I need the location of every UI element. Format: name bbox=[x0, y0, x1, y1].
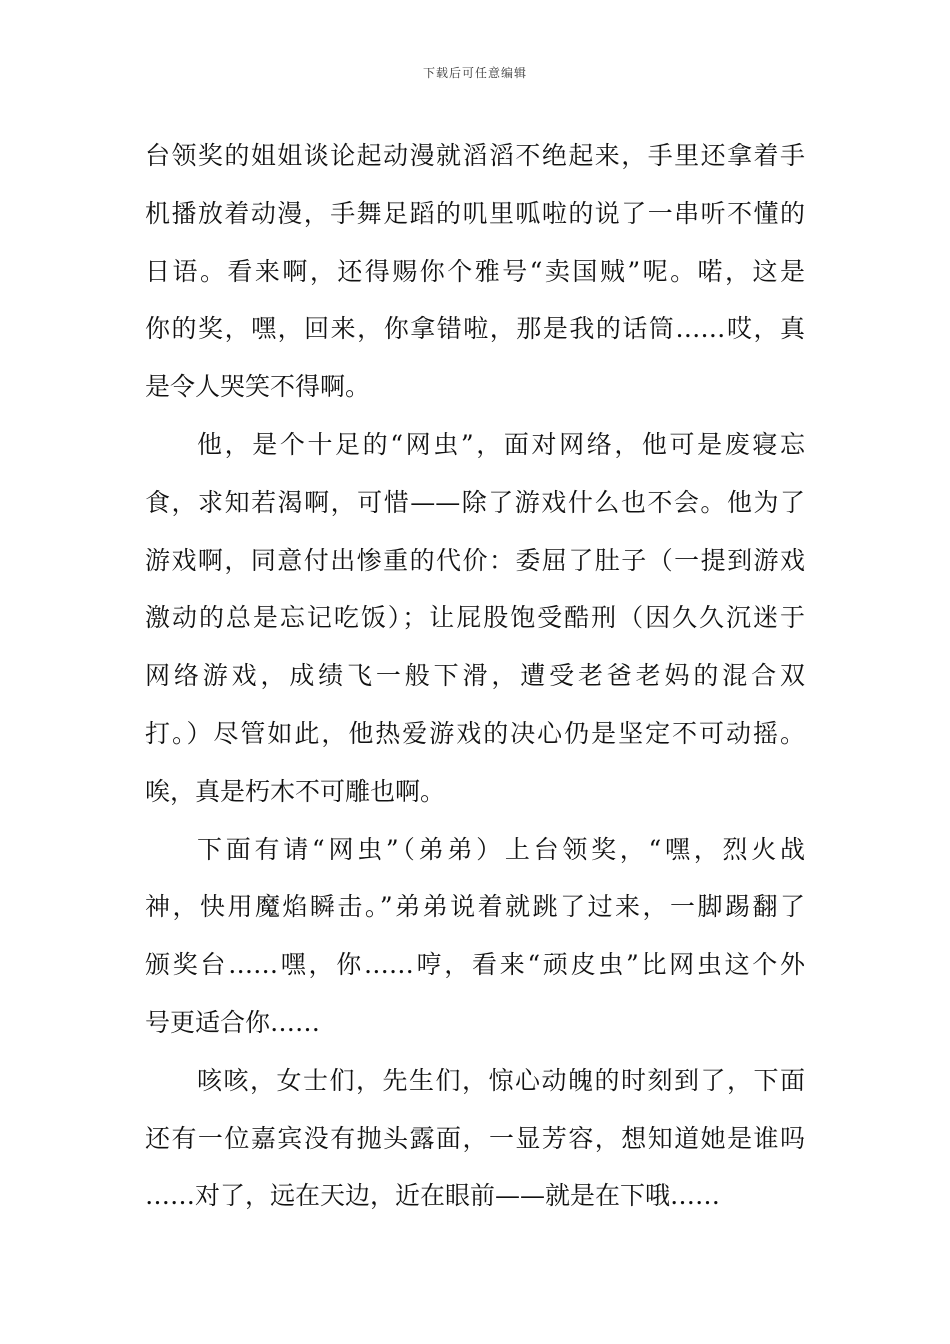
paragraph-first-line: 下面有请“网虫”（弟弟）上台领奖，“嘿，烈火战 bbox=[197, 834, 805, 864]
paragraph-first-line: 他，是个十足的“网虫”，面对网络，他可是废寝忘 bbox=[197, 429, 805, 459]
text-line: 游戏啊，同意付出惨重的代价：委屈了肚子（一提到游戏 bbox=[145, 545, 805, 575]
text-line: 神，快用魔焰瞬击。”弟弟说着就跳了过来，一脚踢翻了 bbox=[145, 892, 805, 922]
text-line: 还有一位嘉宾没有抛头露面，一显芳容，想知道她是谁吗 bbox=[145, 1123, 805, 1153]
text-line: 是令人哭笑不得啊。 bbox=[145, 372, 371, 402]
text-line: 你的奖，嘿，回来，你拿错啦，那是我的话筒……哎，真 bbox=[145, 314, 805, 344]
text-line: ……对了，远在天边，近在眼前——就是在下哦…… bbox=[145, 1181, 721, 1211]
text-line: 号更适合你…… bbox=[145, 1007, 321, 1037]
document-body bbox=[145, 127, 805, 1225]
text-line: 台领奖的姐姐谈论起动漫就滔滔不绝起来，手里还拿着手 bbox=[145, 141, 805, 170]
text-line: 激动的总是忘记吃饭）；让屁股饱受酷刑（因久久沉迷于 bbox=[145, 603, 805, 633]
text-line: 唉，真是朽木不可雕也啊。 bbox=[145, 776, 446, 806]
paragraph-first-line: 咳咳，女士们，先生们，惊心动魄的时刻到了，下面 bbox=[197, 1065, 805, 1095]
text-line: 颁奖台……嘿，你……哼，看来“顽皮虫”比网虫这个外 bbox=[145, 950, 805, 980]
text-line: 日语。看来啊，还得赐你个雅号“卖国贼”呢。喏，这是 bbox=[145, 256, 805, 286]
text-line: 网络游戏，成绩飞一般下滑，遭受老爸老妈的混合双 bbox=[145, 661, 805, 691]
page-header: 下载后可任意编辑 bbox=[422, 66, 527, 80]
text-line: 打。）尽管如此，他热爱游戏的决心仍是坚定不可动摇。 bbox=[145, 718, 805, 748]
text-line: 机播放着动漫，手舞足蹈的叽里呱啦的说了一串听不懂的 bbox=[145, 198, 805, 228]
text-line: 食，求知若渴啊，可惜——除了游戏什么也不会。他为了 bbox=[145, 487, 805, 517]
